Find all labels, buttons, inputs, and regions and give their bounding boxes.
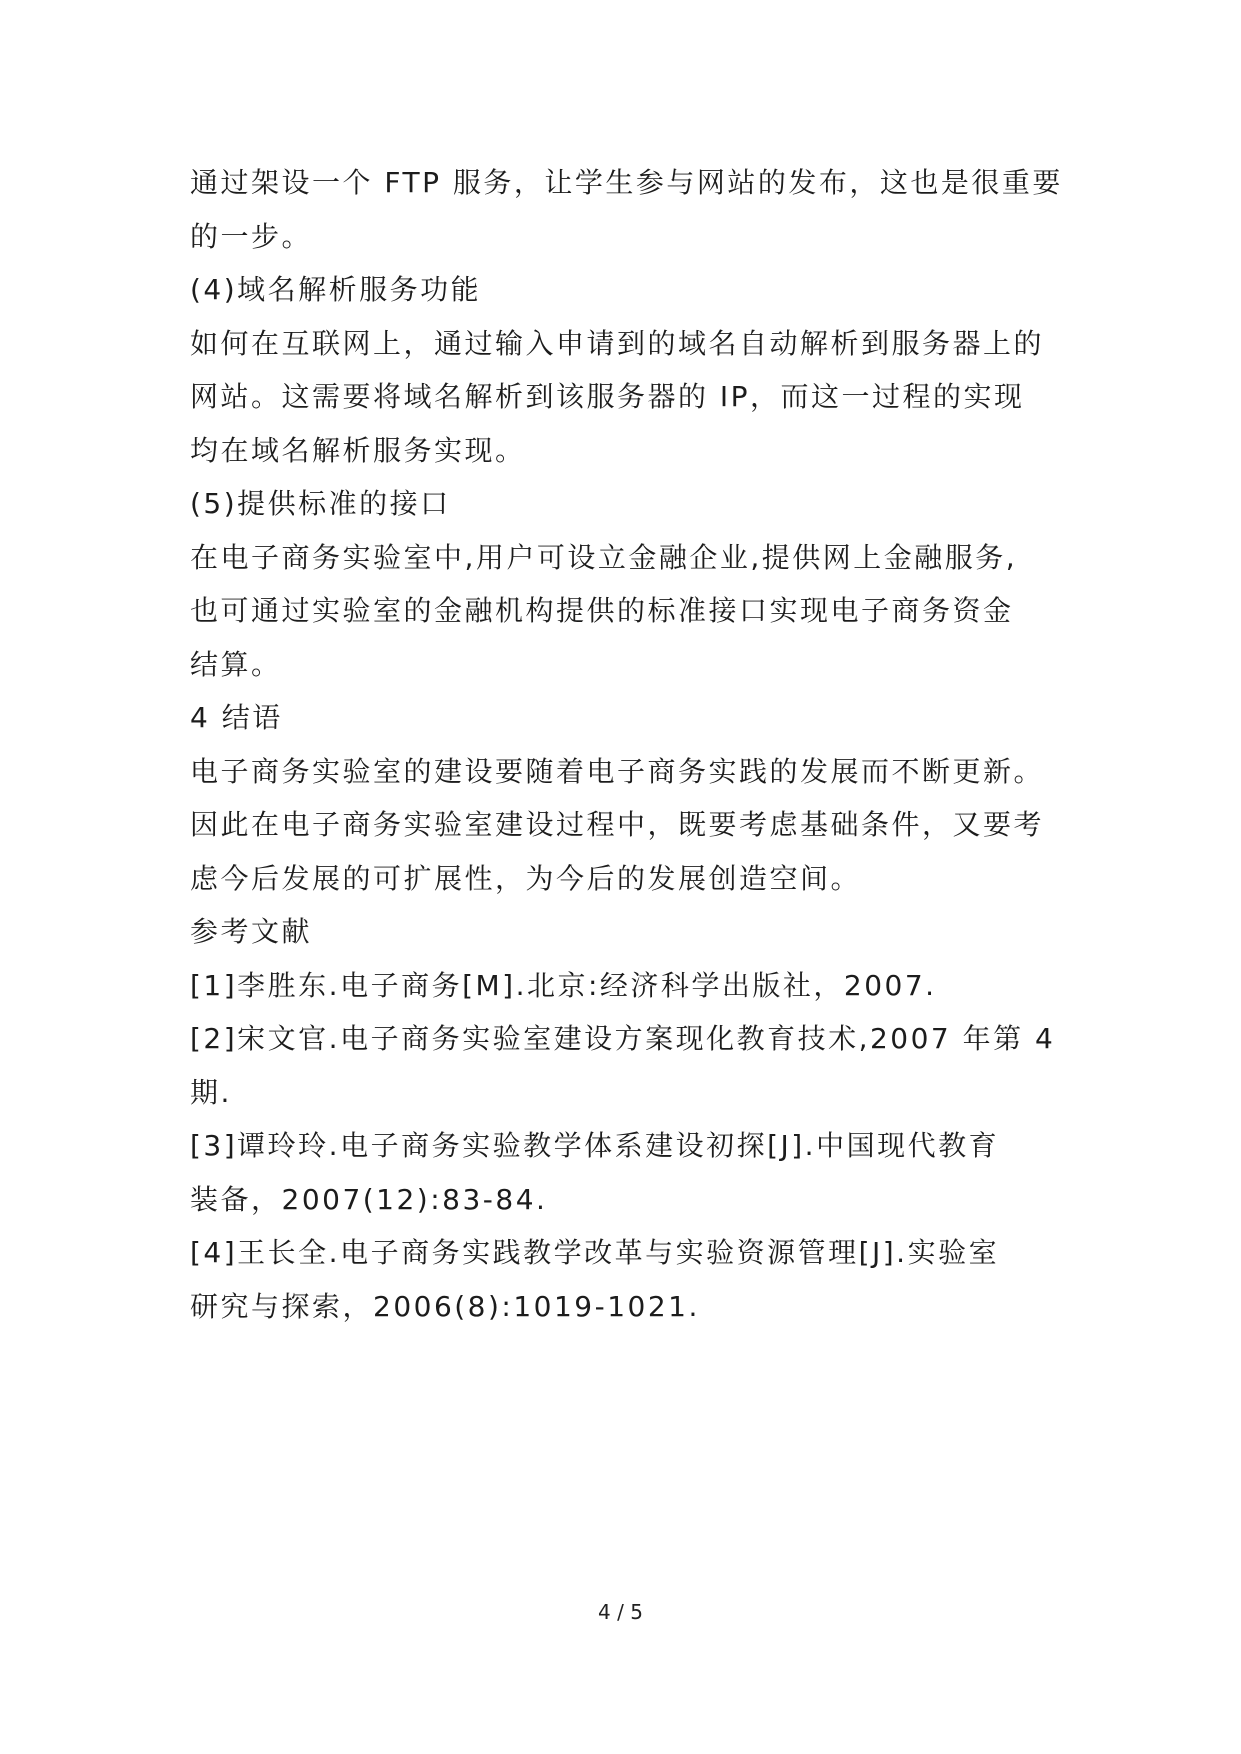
reference-entry: 装备，2007(12):83-84. (190, 1182, 548, 1216)
paragraph-line: 结算。 (190, 647, 282, 681)
paragraph-line: 如何在互联网上，通过输入申请到的域名自动解析到服务器上的 (190, 326, 1045, 360)
reference-entry: 研究与探索，2006(8):1019-1021. (190, 1289, 700, 1323)
page-number: 4 / 5 (598, 1600, 643, 1624)
paragraph-line: 网站。这需要将域名解析到该服务器的 IP，而这一过程的实现 (190, 380, 1025, 413)
paragraph-line: 均在域名解析服务实现。 (190, 433, 526, 467)
reference-entry: [1]李胜东.电子商务[M].北京:经济科学出版社，2007. (190, 968, 937, 1002)
paragraph-line: 电子商务实验室的建设要随着电子商务实践的发展而不断更新。 (190, 754, 1045, 788)
paragraph-line: 在电子商务实验室中,用户可设立金融企业,提供网上金融服务, (190, 540, 1018, 574)
paragraph-line: 通过架设一个 FTP 服务，让学生参与网站的发布，这也是很重要 (190, 166, 1063, 199)
section-heading: 4 结语 (190, 701, 283, 734)
page-body (190, 156, 1090, 1333)
section-heading: (5)提供标准的接口 (190, 487, 451, 520)
reference-entry: [2]宋文官.电子商务实验室建设方案现化教育技术,2007 年第 4 (190, 1022, 1056, 1055)
section-heading: (4)域名解析服务功能 (190, 273, 482, 306)
paragraph-line: 因此在电子商务实验室建设过程中，既要考虑基础条件，又要考 (190, 808, 1045, 841)
references-heading: 参考文献 (190, 915, 313, 948)
paragraph-line: 的一步。 (190, 219, 313, 253)
paragraph-line: 也可通过实验室的金融机构提供的标准接口实现电子商务资金 (190, 594, 1014, 627)
reference-entry: [3]谭玲玲.电子商务实验教学体系建设初探[J].中国现代教育 (190, 1129, 1000, 1162)
reference-entry: [4]王长全.电子商务实践教学改革与实验资源管理[J].实验室 (190, 1236, 1000, 1269)
paragraph-line: 虑今后发展的可扩展性，为今后的发展创造空间。 (190, 861, 862, 895)
reference-entry: 期. (190, 1075, 232, 1109)
